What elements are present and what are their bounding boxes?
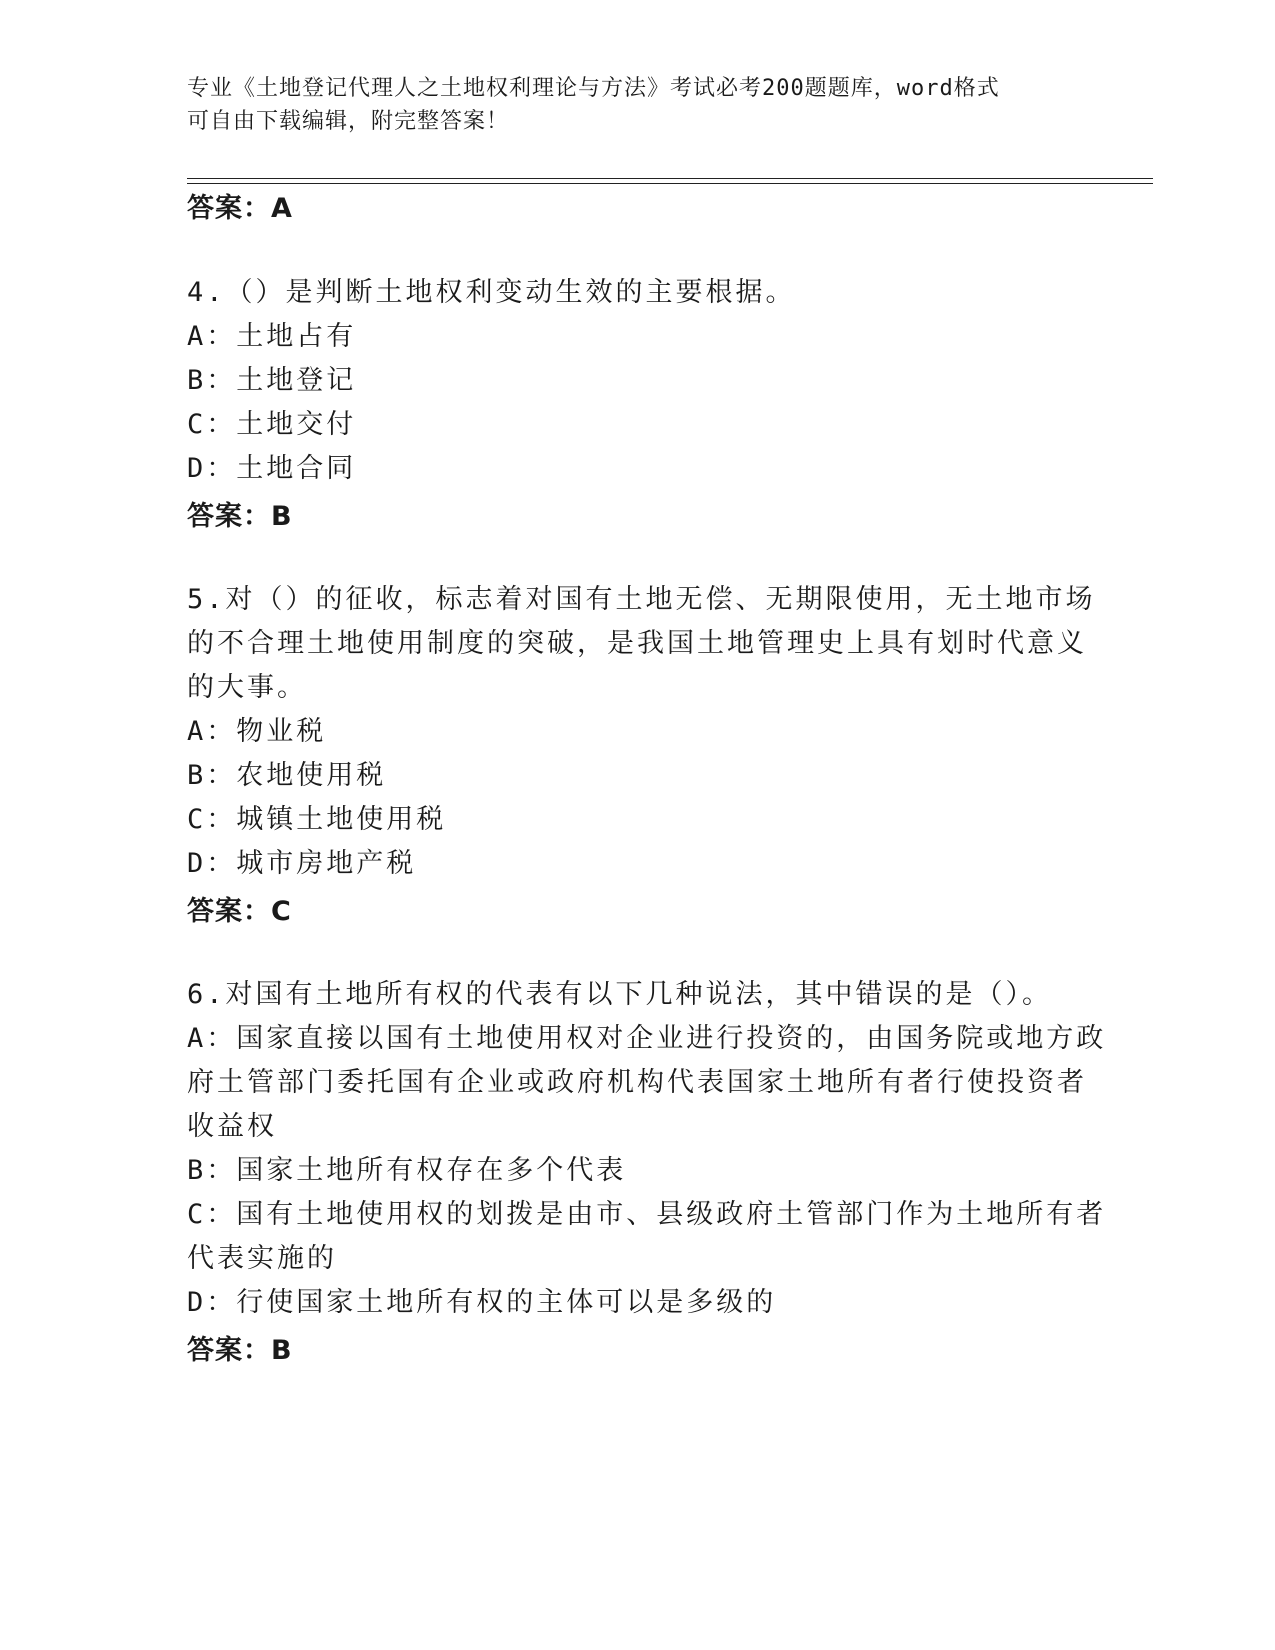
question-5-option-a: A：物业税 (187, 716, 327, 747)
question-4-stem: 4.（）是判断土地权利变动生效的主要根据。 (187, 277, 796, 308)
question-6-stem: 6.对国有土地所有权的代表有以下几种说法，其中错误的是（）。 (187, 979, 1053, 1010)
question-5-option-d: D：城市房地产税 (187, 848, 417, 879)
question-6-option-a-line-3: 收益权 (187, 1111, 277, 1142)
question-4-option-a: A：土地占有 (187, 321, 357, 352)
question-5-option-b: B：农地使用税 (187, 760, 387, 791)
question-6-option-c-line-1: C：国有土地使用权的划拨是由市、县级政府土管部门作为土地所有者 (187, 1199, 1107, 1230)
question-5-stem-line-3: 的大事。 (187, 672, 307, 703)
question-6-option-c-line-2: 代表实施的 (187, 1243, 337, 1274)
question-4-answer: 答案：B (187, 501, 293, 532)
question-4-option-b: B：土地登记 (187, 365, 357, 396)
question-6-option-a-line-1: A：国家直接以国有土地使用权对企业进行投资的，由国务院或地方政 (187, 1023, 1107, 1054)
question-5-stem-line-2: 的不合理土地使用制度的突破，是我国土地管理史上具有划时代意义 (187, 628, 1087, 659)
previous-answer: 答案：A (187, 193, 293, 224)
question-5-stem-line-1: 5.对（）的征收，标志着对国有土地无偿、无期限使用，无土地市场 (187, 584, 1096, 615)
header-divider-top (187, 178, 1153, 179)
header-divider-bottom (187, 183, 1153, 184)
question-6-answer: 答案：B (187, 1335, 293, 1366)
question-6-option-a-line-2: 府土管部门委托国有企业或政府机构代表国家土地所有者行使投资者 (187, 1067, 1087, 1098)
question-5-answer: 答案：C (187, 896, 292, 927)
question-5-option-c: C：城镇土地使用税 (187, 804, 447, 835)
header-line-2: 可自由下载编辑，附完整答案！ (187, 109, 510, 134)
header-line-1: 专业《土地登记代理人之土地权利理论与方法》考试必考200题题库，word格式 (187, 76, 1000, 101)
document-header (187, 72, 1067, 138)
question-4-option-d: D：土地合同 (187, 453, 357, 484)
question-6-option-d: D：行使国家土地所有权的主体可以是多级的 (187, 1287, 777, 1318)
question-4-option-c: C：土地交付 (187, 409, 357, 440)
question-6-option-b: B：国家土地所有权存在多个代表 (187, 1155, 627, 1186)
